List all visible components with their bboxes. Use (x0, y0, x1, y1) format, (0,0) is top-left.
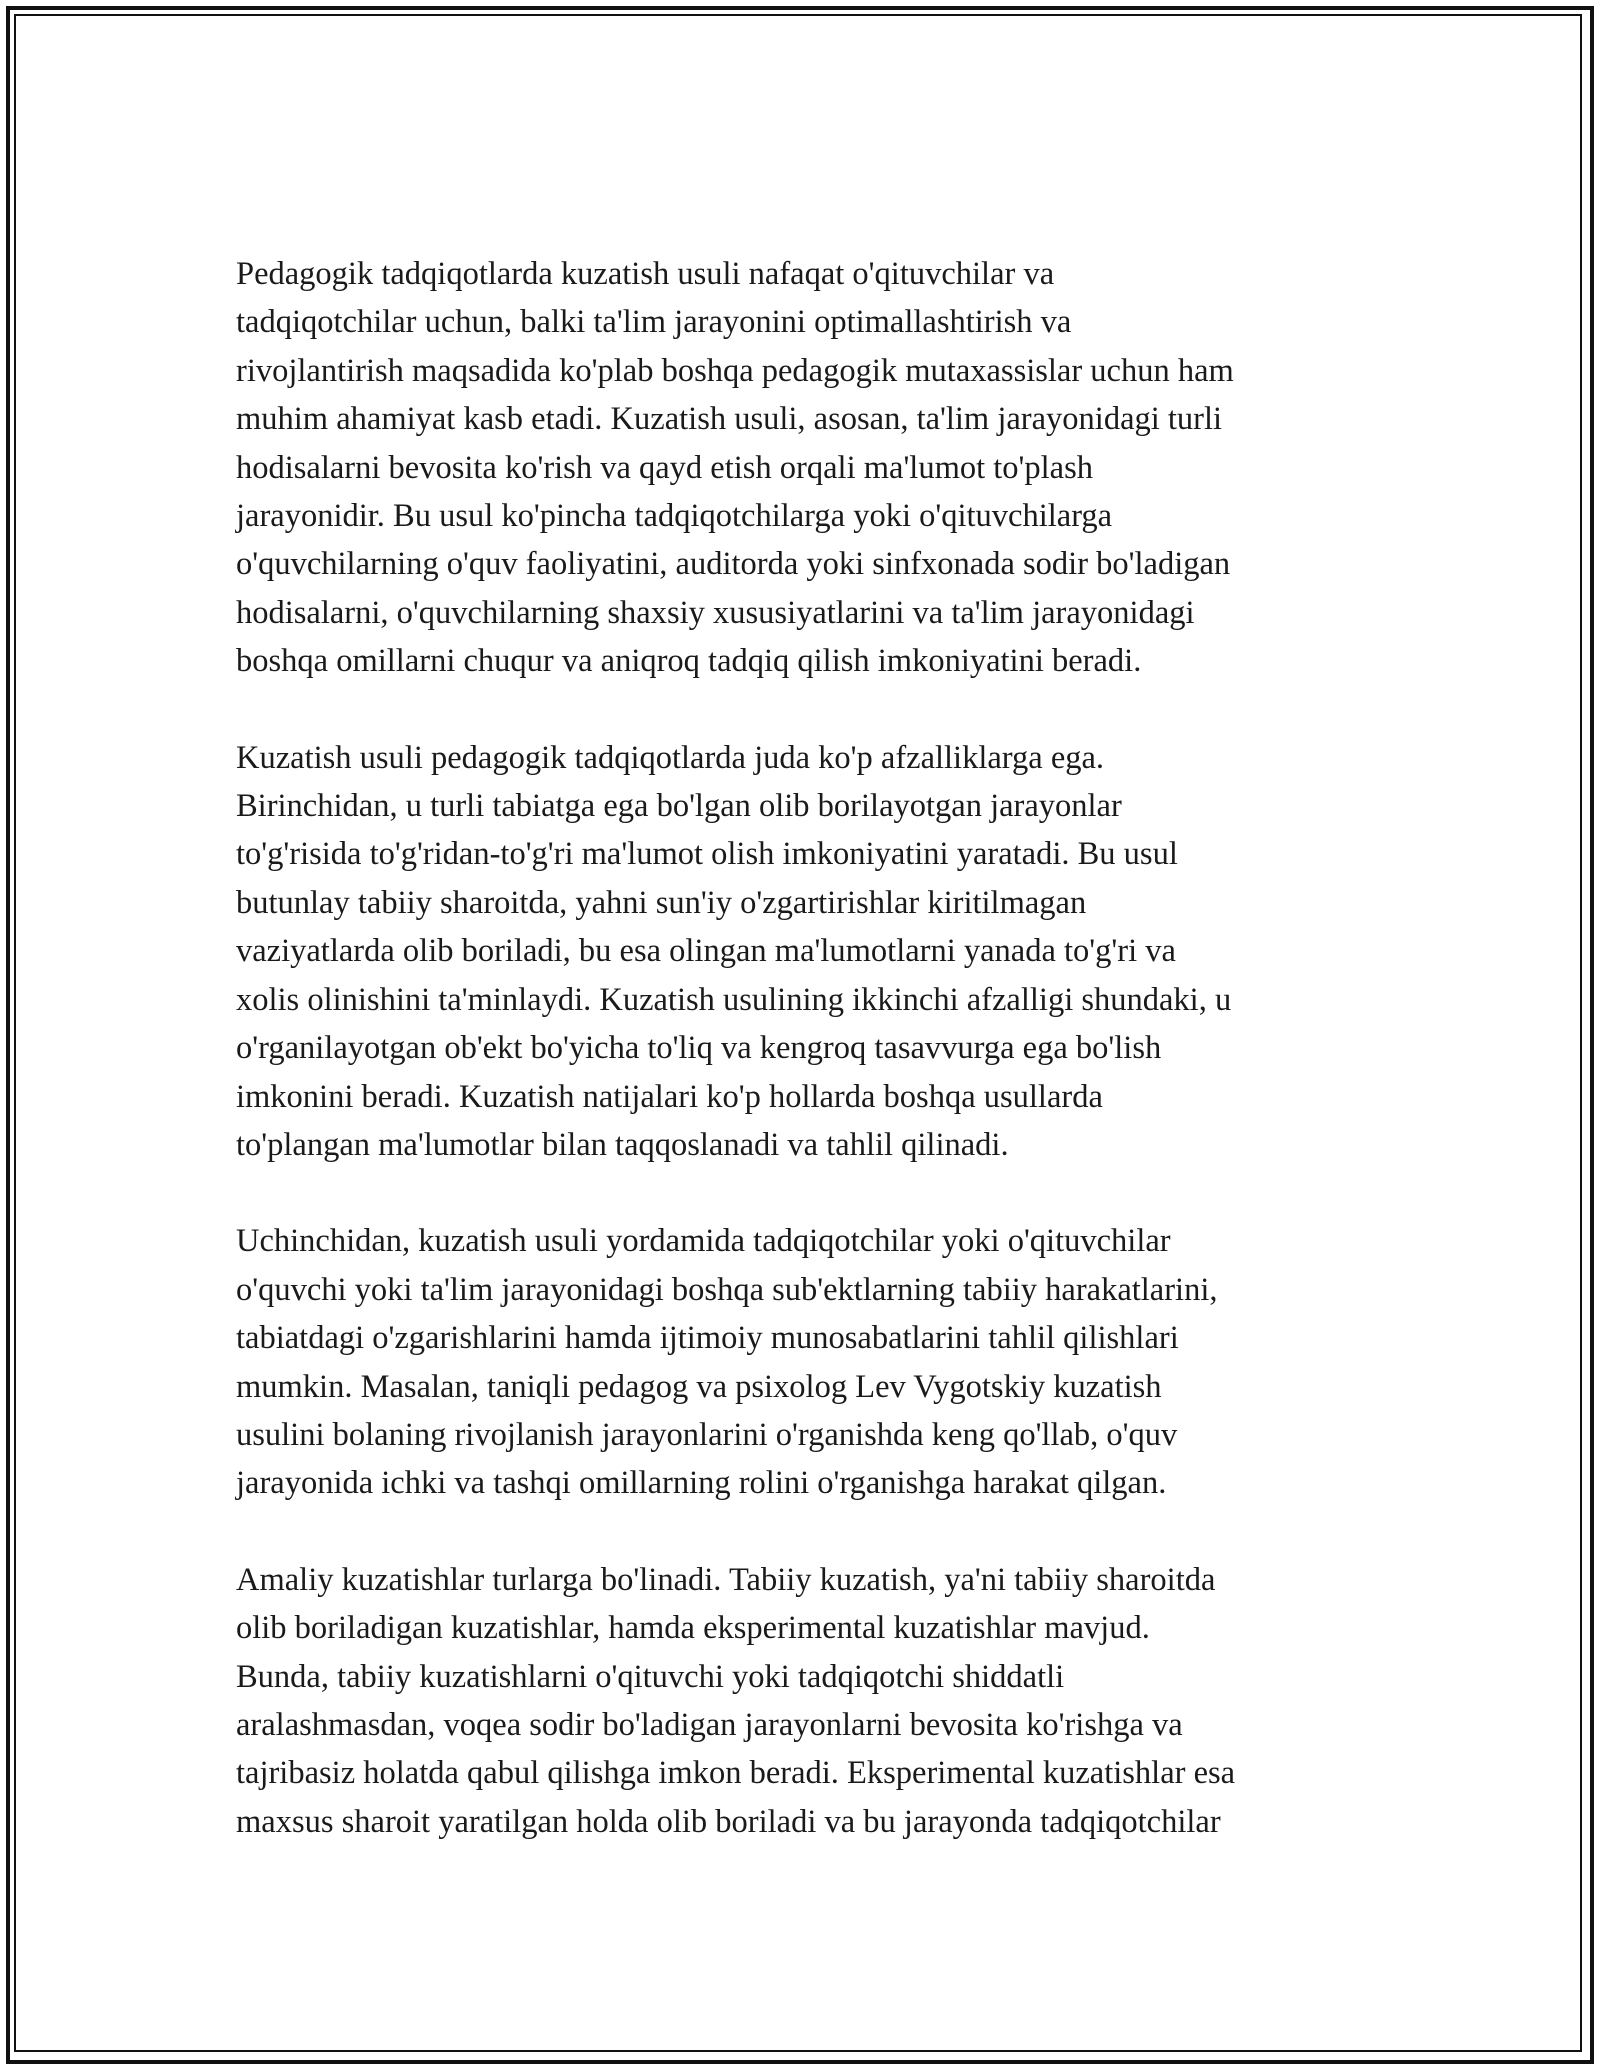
paragraph-3: Uchinchidan, kuzatish usuli yordamida tadqiqotchilar yoki o'qituvchilar o'quvchi yoki ta'lim jarayonidagi boshqa sub'ektlarning tabiiy harakatlarini, tabiatdagi o'zgarishlarini hamda ijtimoiy munosabatlarini tahlil qilishlari mumkin. Masalan, taniqli pedagog va psixolog Lev Vygotskiy kuzatish usulini bolaning rivojlanish jarayonlarini o'rganishda keng qo'llab, o'quv jarayonida ichki va tashqi omillarning rolini o'rganishga harakat qilgan. (236, 1223, 1218, 1502)
paragraph-4: Amaliy kuzatishlar turlarga bo'linadi. Tabiiy kuzatish, ya'ni tabiiy sharoitda olib boriladigan kuzatishlar, hamda eksperimental kuzatishlar mavjud. Bunda, tabiiy kuzatishlarni o'qituvchi yoki tadqiqotchi shiddatli aralashmasdan, voqea sodir bo'ladigan jarayonlarni bevosita ko'rishga va tajribasiz holatda qabul qilishga imkon beradi. Eksperimental kuzatishlar esa maxsus sharoit yaratilgan holda olib boriladi va bu jarayonda tadqiqotchilar (236, 1561, 1236, 1840)
paragraph-2: Kuzatish usuli pedagogik tadqiqotlarda juda ko'p afzalliklarga ega. Birinchidan, u turli tabiatga ega bo'lgan olib borilayotgan jarayonlar to'g'risida to'g'ridan-to'g'ri ma'lumot olish imkoniyatini yaratadi. Bu usul butunlay tabiiy sharoitda, yahni sun'iy o'zgartirishlar kiritilmagan vaziyatlarda olib boriladi, bu esa olingan ma'lumotlarni yanada to'g'ri va xolis olinishini ta'minlaydi. Kuzatish usulining ikkinchi afzalligi shundaki, u o'rganilayotgan ob'ekt bo'yicha to'liq va kengroq tasavvurga ega bo'lish imkonini beradi. Kuzatish natijalari ko'p hollarda boshqa usullarda to'plangan ma'lumotlar bilan taqqoslanadi va tahlil qilinadi. (236, 739, 1232, 1163)
document-body (236, 250, 1376, 1894)
paragraph-1: Pedagogik tadqiqotlarda kuzatish usuli nafaqat o'qituvchilar va tadqiqotchilar uchun, balki ta'lim jarayonini optimallashtirish va rivojlantirish maqsadida ko'plab boshqa pedagogik mutaxassislar uchun ham muhim ahamiyat kasb etadi. Kuzatish usuli, asosan, ta'lim jarayonidagi turli hodisalarni bevosita ko'rish va qayd etish orqali ma'lumot to'plash jarayonidir. Bu usul ko'pincha tadqiqotchilarga yoki o'qituvchilarga o'quvchilarning o'quv faoliyatini, auditorda yoki sinfxonada sodir bo'ladigan hodisalarni, o'quvchilarning shaxsiy xususiyatlarini va ta'lim jarayonidagi boshqa omillarni chuqur va aniqroq tadqiq qilish imkoniyatini beradi. (236, 256, 1234, 680)
